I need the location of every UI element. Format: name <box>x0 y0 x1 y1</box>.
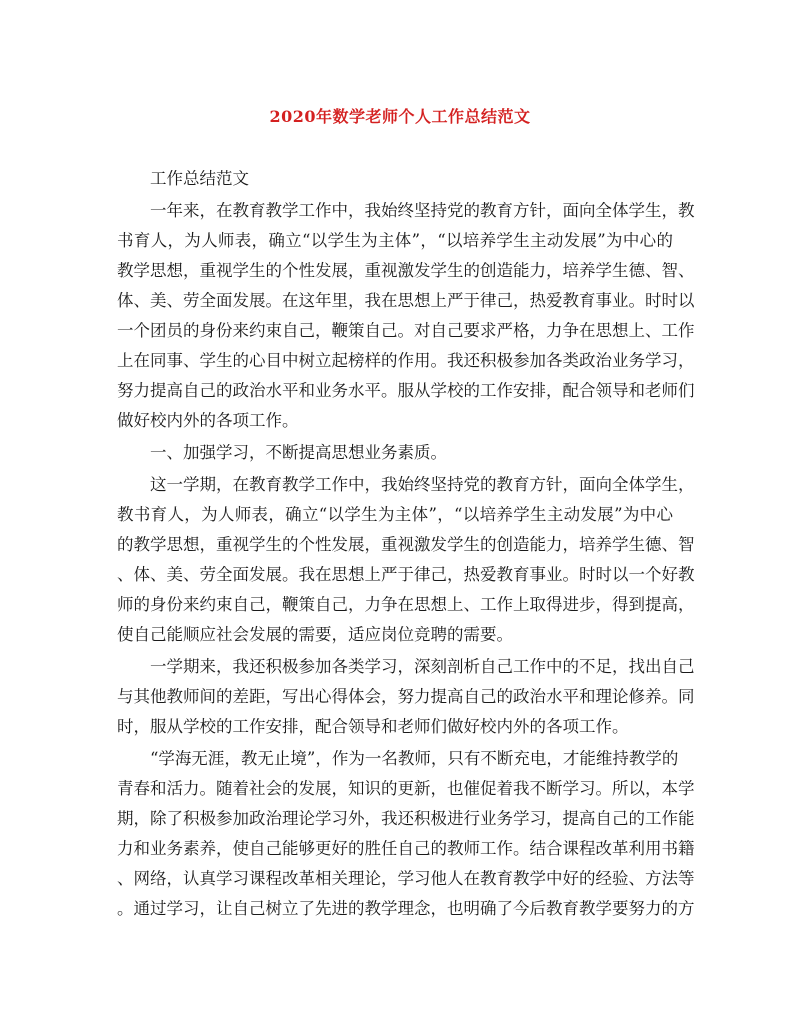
paragraph-line: 力和业务素养，使自己能够更好的胜任自己的教师工作。结合课程改革利用书籍 <box>117 839 695 858</box>
document-body <box>117 164 695 926</box>
paragraph-line: 一、加强学习，不断提高思想业务素质。 <box>150 443 447 462</box>
paragraph <box>117 652 695 742</box>
paragraph-line: 、体、美、劳全面发展。我在思想上严于律己，热爱教育事业。时时以一个好教 <box>117 565 695 584</box>
paragraph-line: 与其他教师间的差距，写出心得体会，努力提高自己的政治水平和理论修养。同 <box>117 687 695 706</box>
paragraph-line: 上在同事、学生的心目中树立起榜样的作用。我还积极参加各类政治业务学习， <box>117 351 695 370</box>
paragraph-line: 教书育人，为人师表，确立“以学生为主体”，“以培养学生主动发展”为中心 <box>117 505 673 524</box>
paragraph-line: 一学期来，我还积极参加各类学习，深刻剖析自己工作中的不足，找出自己 <box>150 657 695 676</box>
paragraph-line: 的教学思想，重视学生的个性发展，重视激发学生的创造能力，培养学生德、智 <box>117 535 695 554</box>
paragraph-line: 时，服从学校的工作安排，配合领导和老师们做好校内外的各项工作。 <box>117 717 629 736</box>
paragraph <box>117 744 695 924</box>
paragraph-line: 这一学期，在教育教学工作中，我始终坚持党的教育方针，面向全体学生， <box>150 475 695 494</box>
paragraph-line: 教学思想，重视学生的个性发展，重视激发学生的创造能力，培养学生德、智、 <box>117 261 695 280</box>
paragraph <box>117 470 695 650</box>
paragraph <box>117 438 673 468</box>
paragraph-line: “学海无涯，教无止境”，作为一名教师，只有不断充电，才能维持教学的 <box>150 749 679 768</box>
paragraph-line: 体、美、劳全面发展。在这年里，我在思想上严于律己，热爱教育事业。时时以 <box>117 291 695 310</box>
paragraph <box>117 196 695 436</box>
paragraph-line: 使自己能顺应社会发展的需要，适应岗位竞聘的需要。 <box>117 625 513 644</box>
paragraph-line: 书育人，为人师表，确立“以学生为主体”，“以培养学生主动发展”为中心的 <box>117 231 673 250</box>
paragraph-line: 努力提高自己的政治水平和业务水平。服从学校的工作安排，配合领导和老师们 <box>117 381 695 400</box>
paragraph-line: 、网络，认真学习课程改革相关理论，学习他人在教育教学中好的经验、方法等 <box>117 869 695 888</box>
paragraph <box>117 164 673 194</box>
paragraph-line: 一年来，在教育教学工作中，我始终坚持党的教育方针，面向全体学生，教 <box>150 201 695 220</box>
document-title: 2020年数学老师个人工作总结范文 <box>269 107 531 126</box>
paragraph-line: 做好校内外的各项工作。 <box>117 411 299 430</box>
paragraph-line: 一个团员的身份来约束自己，鞭策自己。对自己要求严格，力争在思想上、工作 <box>117 321 695 340</box>
paragraph-line: 工作总结范文 <box>150 169 249 188</box>
paragraph-line: 。通过学习，让自己树立了先进的教学理念，也明确了今后教育教学要努力的方 <box>117 899 695 918</box>
paragraph-line: 期，除了积极参加政治理论学习外，我还积极进行业务学习，提高自己的工作能 <box>117 809 695 828</box>
paragraph-line: 青春和活力。随着社会的发展，知识的更新，也催促着我不断学习。所以，本学 <box>117 779 695 798</box>
paragraph-line: 师的身份来约束自己，鞭策自己，力争在思想上、工作上取得进步，得到提高， <box>117 595 695 614</box>
